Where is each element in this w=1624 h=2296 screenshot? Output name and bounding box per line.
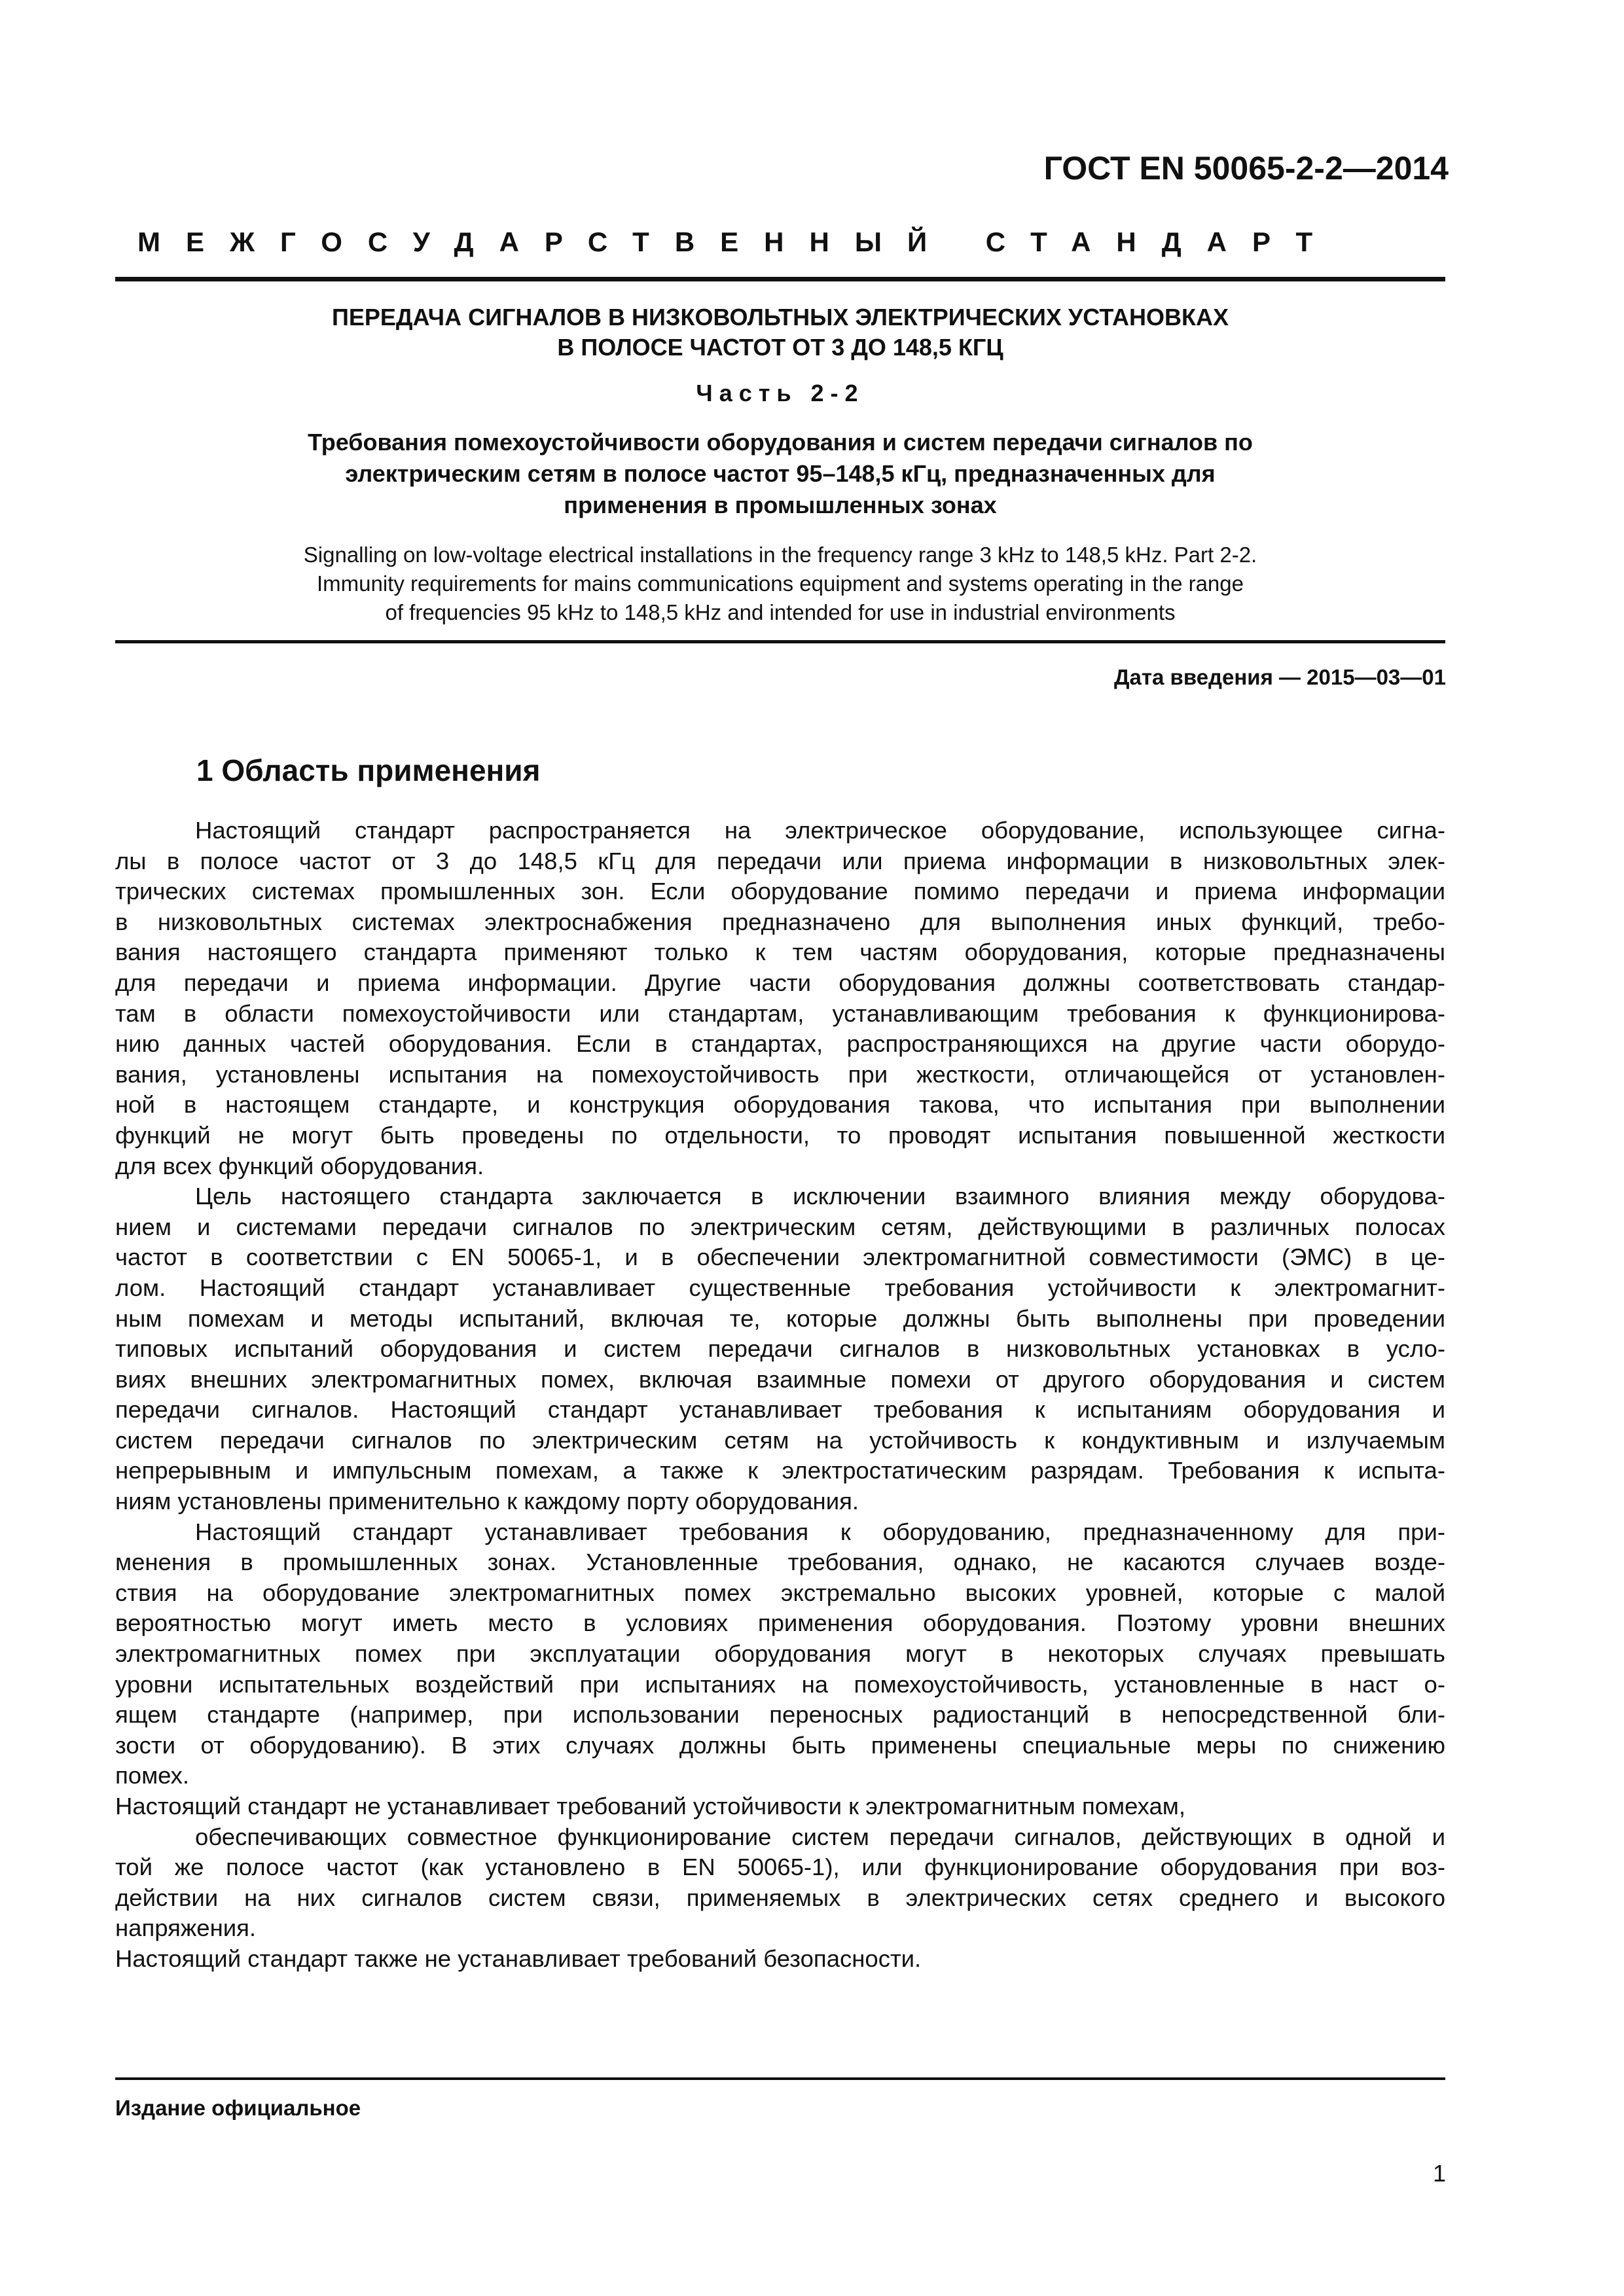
body-line: помех. [115,1762,190,1789]
english-title [115,541,1445,627]
body-line: Цель настоящего стандарта заключается в исключении взаимного влияния между оборудова- [195,1183,1445,1210]
title-rule [115,640,1445,643]
body-line: ниям установлены применительно к каждому порту оборудования. [115,1488,859,1515]
subtitle-line-3: применения в промышленных зонах [564,492,997,518]
document-number: ГОСТ EN 50065-2-2—2014 [1043,150,1449,187]
body-line: для всех функций оборудования. [115,1152,484,1179]
body-line: ящем стандарте (например, при использовании переносных радиостанций в непосредственной бли- [115,1701,1445,1729]
english-title-line-2: Immunity requirements for mains communications equipment and systems operating in the range [316,571,1244,596]
subtitle-line-1: Требования помехоустойчивости оборудования и систем передачи сигналов по [308,429,1253,456]
title-line-1: ПЕРЕДАЧА СИГНАЛОВ В НИЗКОВОЛЬТНЫХ ЭЛЕКТРИЧЕСКИХ УСТАНОВКАХ [331,304,1229,331]
body-line: уровни испытательных воздействий при испытаниях на помехоустойчивость, установленные в наст о- [115,1670,1445,1698]
body-line: напряжения. [115,1914,257,1942]
section-body [115,816,1445,1975]
body-line: передачи сигналов. Настоящий стандарт устанавливает требования к испытаниям оборудования и [115,1396,1445,1424]
body-line: частот в соответствии с EN 50065-1, и в обеспечении электромагнитной совместимости (ЭМС) в це- [115,1244,1445,1271]
body-line: вания, установлены испытания на помехоустойчивость при жесткости, отличающейся от установлен- [115,1060,1445,1088]
body-line: в низковольтных системах электроснабжения предназначено для выполнения иных функций, требо- [115,908,1445,935]
body-line: там в области помехоустойчивости или стандартам, устанавливающим требования к функционирова- [115,999,1445,1027]
page-number: 1 [1432,2160,1446,2187]
body-line: электромагнитных помех при эксплуатации оборудования могут в некоторых случаях превышать [115,1640,1445,1668]
body-line: для передачи и приема информации. Другие части оборудования должны соответствовать стандар- [115,969,1445,996]
english-title-line-3: of frequencies 95 kHz to 148,5 kHz and intended for use in industrial environments [385,600,1176,624]
body-line: действии на них сигналов систем связи, применяемых в электрических сетях среднего и высокого [115,1884,1445,1911]
body-line: ствия на оборудование электромагнитных помех экстремально высоких уровней, которые с малой [115,1579,1445,1606]
body-line: той же полосе частот (как установлено в EN 50065-1), или функционирование оборудования при воз- [115,1854,1445,1881]
body-line: виях внешних электромагнитных помех, включая взаимные помехи от другого оборудования и систем [115,1365,1445,1393]
title-line-2: В ПОЛОСЕ ЧАСТОТ ОТ 3 ДО 148,5 КГЦ [557,334,1003,361]
body-line: вания настоящего стандарта применяют только к тем частям оборудования, которые предназначены [115,939,1445,966]
body-line: систем передачи сигналов по электрическим сетям на устойчивость к кондуктивным и излучаемым [115,1426,1445,1454]
footer-rule [115,2077,1445,2080]
body-line: зости от оборудованию). В этих случаях должны быть применены специальные меры по снижению [115,1731,1445,1759]
edition-label: Издание официальное [115,2096,361,2120]
english-title-line-1: Signalling on low-voltage electrical installations in the frequency range 3 kHz to 148,5 kHz. Part 2-2. [303,543,1257,567]
body-line: Настоящий стандарт устанавливает требования к оборудованию, предназначенному для при- [195,1518,1445,1545]
section-heading: 1 Область применения [196,753,541,787]
part-label: Часть 2-2 [696,380,865,406]
body-line: функций не могут быть проведены по отдельности, то проводят испытания повышенной жесткости [115,1121,1445,1149]
header-rule [115,277,1445,281]
body-line: Настоящий стандарт также не устанавливает требований безопасности. [115,1945,922,1972]
body-line: лом. Настоящий стандарт устанавливает существенные требования устойчивости к электромагнит- [115,1274,1445,1301]
document-subtitle [115,427,1445,521]
body-line: вероятностью могут иметь место в условиях применения оборудования. Поэтому уровни внешних [115,1609,1445,1637]
interstate-standard-label: МЕЖГОСУДАРСТВЕННЫЙ СТАНДАРТ [137,226,1339,257]
body-line: трических системах промышленных зон. Если оборудование помимо передачи и приема информации [115,878,1445,905]
body-line: типовых испытаний оборудования и систем передачи сигналов в низковольтных установках в усло- [115,1335,1445,1363]
body-line: ным помехам и методы испытаний, включая те, которые должны быть выполнены при проведении [115,1304,1445,1332]
body-line: Настоящий стандарт не устанавливает требований устойчивости к электромагнитным помехам, [115,1793,1185,1820]
body-line: лы в полосе частот от 3 до 148,5 кГц для передачи или приема информации в низковольтных элек- [115,847,1445,874]
subtitle-line-2: электрическим сетям в полосе частот 95–148,5 кГц, предназначенных для [345,460,1216,487]
body-line: нию данных частей оборудования. Если в стандартах, распространяющихся на другие части оборудо- [115,1030,1445,1058]
introduction-date: Дата введения — 2015—03—01 [1114,665,1446,689]
body-line: обеспечивающих совместное функционирование систем передачи сигналов, действующих в одной и [195,1823,1445,1850]
body-line: непрерывным и импульсным помехам, а также к электростатическим разрядам. Требования к испыта- [115,1457,1445,1484]
document-title [115,302,1445,363]
body-line: менения в промышленных зонах. Установленные требования, однако, не касаются случаев возде- [115,1549,1445,1576]
body-line: Настоящий стандарт распространяется на электрическое оборудование, использующее сигна- [195,817,1445,844]
body-line: ной в настоящем стандарте, и конструкция оборудования такова, что испытания при выполнении [115,1091,1445,1119]
body-line: нием и системами передачи сигналов по электрическим сетям, действующими в различных полосах [115,1213,1445,1240]
